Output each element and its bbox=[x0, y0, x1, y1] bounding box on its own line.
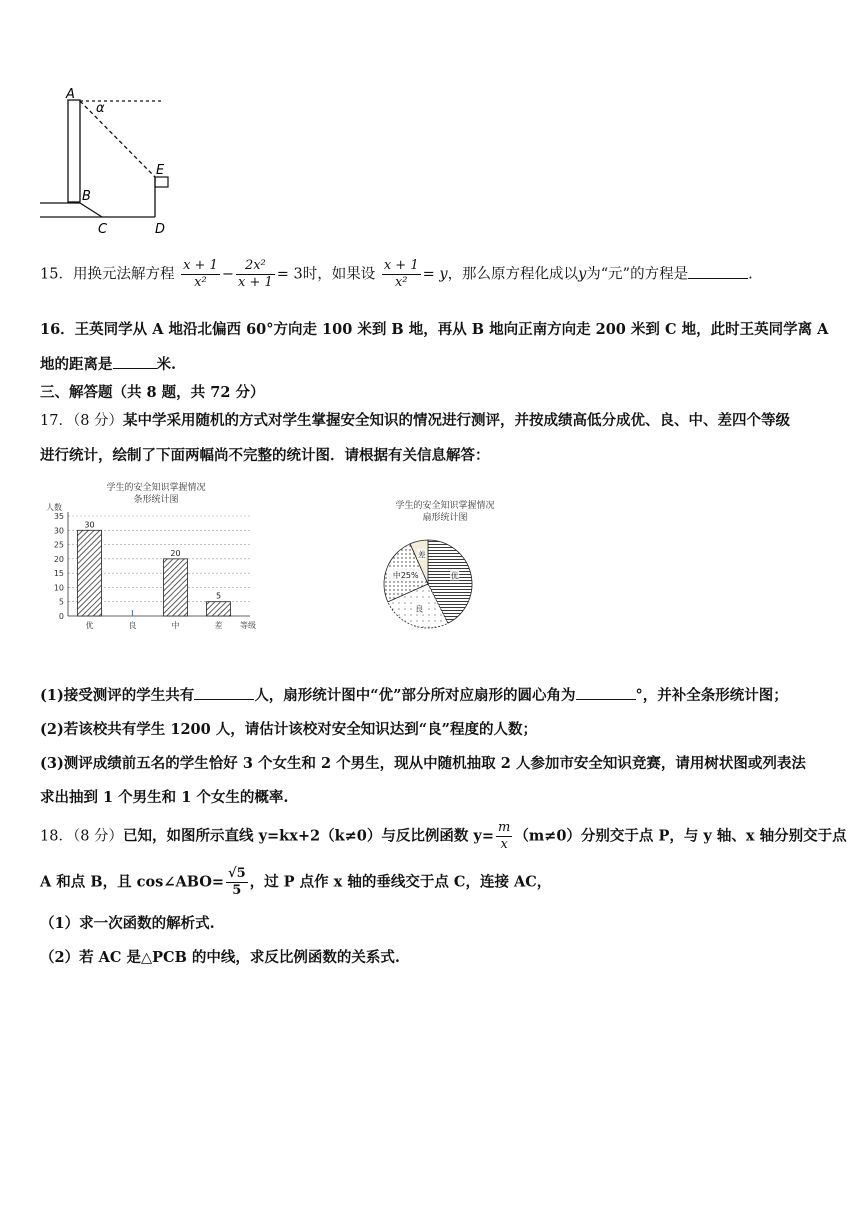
q17-sub1-text-b: 人，扇形统计图中“优”部分所对应扇形的圆心角为 bbox=[254, 687, 576, 704]
bar-label-差: 5 bbox=[215, 591, 222, 601]
q17-sub2: (2)若该校共有学生 1200 人，请估计该校对安全知识达到“良”程度的人数； bbox=[40, 721, 537, 738]
question-17-line1 bbox=[40, 409, 790, 430]
q15-eq2: = y bbox=[422, 266, 448, 283]
label-alpha: α bbox=[96, 101, 105, 116]
label-b: B bbox=[82, 189, 91, 204]
q17-blank-angle[interactable] bbox=[576, 698, 636, 700]
q15-text4: 为“元”的方程是 bbox=[586, 266, 689, 283]
bar-ytick-15: 15 bbox=[53, 569, 64, 579]
q17-text: 某中学采用随机的方式对学生掌握安全知识的情况进行测评，并按成绩高低分成优、良、中、差四个等级 bbox=[123, 412, 791, 429]
q15-answer-blank[interactable] bbox=[688, 277, 748, 279]
q15-fraction-3 bbox=[382, 258, 421, 291]
point-e-box bbox=[155, 177, 168, 187]
q15-fraction-1 bbox=[181, 258, 220, 291]
q18-line2-text-a: A 和点 B，且 cos∠ABO= bbox=[40, 873, 225, 891]
bar-chart-xlabel: 等级 bbox=[240, 621, 256, 630]
pie-label-差: 差 bbox=[417, 550, 426, 560]
bar-xtick-良: 良 bbox=[128, 621, 137, 630]
bar-中 bbox=[164, 559, 188, 616]
sight-dashed-line bbox=[80, 101, 155, 177]
q15-fraction-2 bbox=[236, 258, 275, 291]
q17-sub3-line2: 求出抽到 1 个男生和 1 个女生的概率. bbox=[40, 789, 289, 806]
bar-差 bbox=[207, 602, 231, 616]
q18-fraction-cos bbox=[226, 866, 248, 899]
bar-优 bbox=[78, 530, 102, 616]
q15-frac3-num: x + 1 bbox=[383, 258, 419, 273]
q15-frac3-den: x² bbox=[394, 275, 408, 290]
q18-frac2-den: 5 bbox=[232, 883, 242, 898]
q15-end: . bbox=[748, 266, 753, 283]
q16-text: 地的距离是 bbox=[40, 356, 113, 373]
q18-text-a: 已知，如图所示直线 y=kx+2（k≠0）与反比例函数 y= bbox=[123, 827, 495, 845]
bar-chart-ylabel: 人数 bbox=[46, 503, 62, 512]
q18-sub1: （1）求一次函数的解析式. bbox=[40, 915, 215, 932]
q17-sub1-text-a: (1)接受测评的学生共有 bbox=[40, 687, 195, 704]
q15-text: 用换元法解方程 bbox=[72, 266, 175, 283]
q15-frac2-den: x + 1 bbox=[237, 275, 273, 290]
q15-eq: = 3 bbox=[276, 266, 303, 283]
q15-frac1-den: x² bbox=[194, 275, 207, 290]
q17-number: 17．（8 分） bbox=[40, 413, 124, 429]
pie-label-优: 优 bbox=[450, 571, 459, 581]
building-ab bbox=[68, 100, 80, 202]
q16-unit: 米. bbox=[156, 356, 177, 373]
question-16-line2 bbox=[40, 353, 176, 374]
bar-chart-title: 学生的安全知识掌握情况 bbox=[106, 483, 206, 493]
slope-bc bbox=[80, 203, 102, 217]
bar-ytick-5: 5 bbox=[58, 597, 64, 607]
q18-line2-text-b: ，过 P 点作 x 轴的垂线交于点 C，连接 AC， bbox=[249, 873, 552, 891]
geometry-figure bbox=[38, 84, 178, 240]
bar-chart-subtitle: 条形统计图 bbox=[133, 495, 179, 505]
q18-number: 18．（8 分） bbox=[40, 828, 124, 845]
pie-label-良: 良 bbox=[415, 604, 424, 614]
bar-label-中: 20 bbox=[170, 548, 181, 558]
label-c: C bbox=[98, 222, 108, 237]
label-e: E bbox=[156, 163, 165, 178]
q15-frac1-num: x + 1 bbox=[183, 258, 218, 273]
q18-text-b: （m≠0）分别交于点 P，与 y 轴、x 轴分别交于点 bbox=[514, 827, 847, 845]
q18-frac-num: m bbox=[498, 820, 511, 835]
pie-chart-title: 学生的安全知识掌握情况 bbox=[395, 501, 495, 511]
bar-xtick-优: 优 bbox=[85, 621, 94, 630]
bar-ytick-30: 30 bbox=[53, 526, 64, 536]
bar-ytick-0: 0 bbox=[58, 612, 64, 621]
bar-ytick-10: 10 bbox=[53, 583, 64, 593]
q15-text3: ，那么原方程化成以 bbox=[447, 266, 579, 283]
q18-frac-den: x bbox=[500, 837, 508, 852]
question-18-line1 bbox=[40, 820, 847, 853]
question-17-line2: 进行统计，绘制了下面两幅尚不完整的统计图．请根据有关信息解答： bbox=[40, 447, 490, 464]
bar-xtick-差: 差 bbox=[214, 621, 223, 630]
q18-fraction-m-x bbox=[496, 820, 512, 853]
q17-sub1-text-c: °，并补全条形统计图； bbox=[635, 687, 788, 704]
label-a: A bbox=[66, 87, 75, 102]
q15-number: 15． bbox=[40, 266, 73, 283]
question-15 bbox=[40, 258, 753, 291]
q17-sub3-line1: (3)测评成绩前五名的学生恰好 3 个女生和 2 个男生，现从中随机抽取 2 人参加市安全知识竞赛，请用树状图或列表法 bbox=[40, 755, 806, 772]
question-18-line2 bbox=[40, 866, 551, 899]
q15-text2: 时，如果设 bbox=[302, 266, 376, 283]
label-d: D bbox=[155, 222, 166, 237]
bar-chart bbox=[44, 478, 268, 636]
bar-ytick-25: 25 bbox=[53, 540, 64, 550]
q16-answer-blank[interactable] bbox=[113, 367, 157, 369]
q18-sub2: （2）若 AC 是△PCB 的中线，求反比例函数的关系式. bbox=[40, 949, 400, 966]
pie-chart bbox=[360, 492, 530, 642]
bar-ytick-35: 35 bbox=[53, 512, 64, 521]
q15-y: y bbox=[578, 266, 587, 283]
pie-label-中: 中25% bbox=[392, 571, 419, 581]
bar-xtick-中: 中 bbox=[171, 621, 180, 630]
q15-minus: − bbox=[221, 266, 234, 283]
section-3-heading: 三、解答题（共 8 题，共 72 分） bbox=[40, 384, 265, 401]
q18-frac2-num: √5 bbox=[228, 866, 246, 881]
q15-frac2-num: 2x² bbox=[236, 258, 275, 275]
q17-sub1 bbox=[40, 684, 788, 705]
question-16-line1: 16．王英同学从 A 地沿北偏西 60°方向走 100 米到 B 地，再从 B 地向正南方向走 200 米到 C 地，此时王英同学离 A bbox=[40, 321, 829, 338]
pie-chart-subtitle: 扇形统计图 bbox=[422, 513, 468, 523]
q17-blank-total[interactable] bbox=[194, 698, 254, 700]
bar-label-优: 30 bbox=[84, 520, 95, 530]
bar-ytick-20: 20 bbox=[53, 554, 64, 564]
